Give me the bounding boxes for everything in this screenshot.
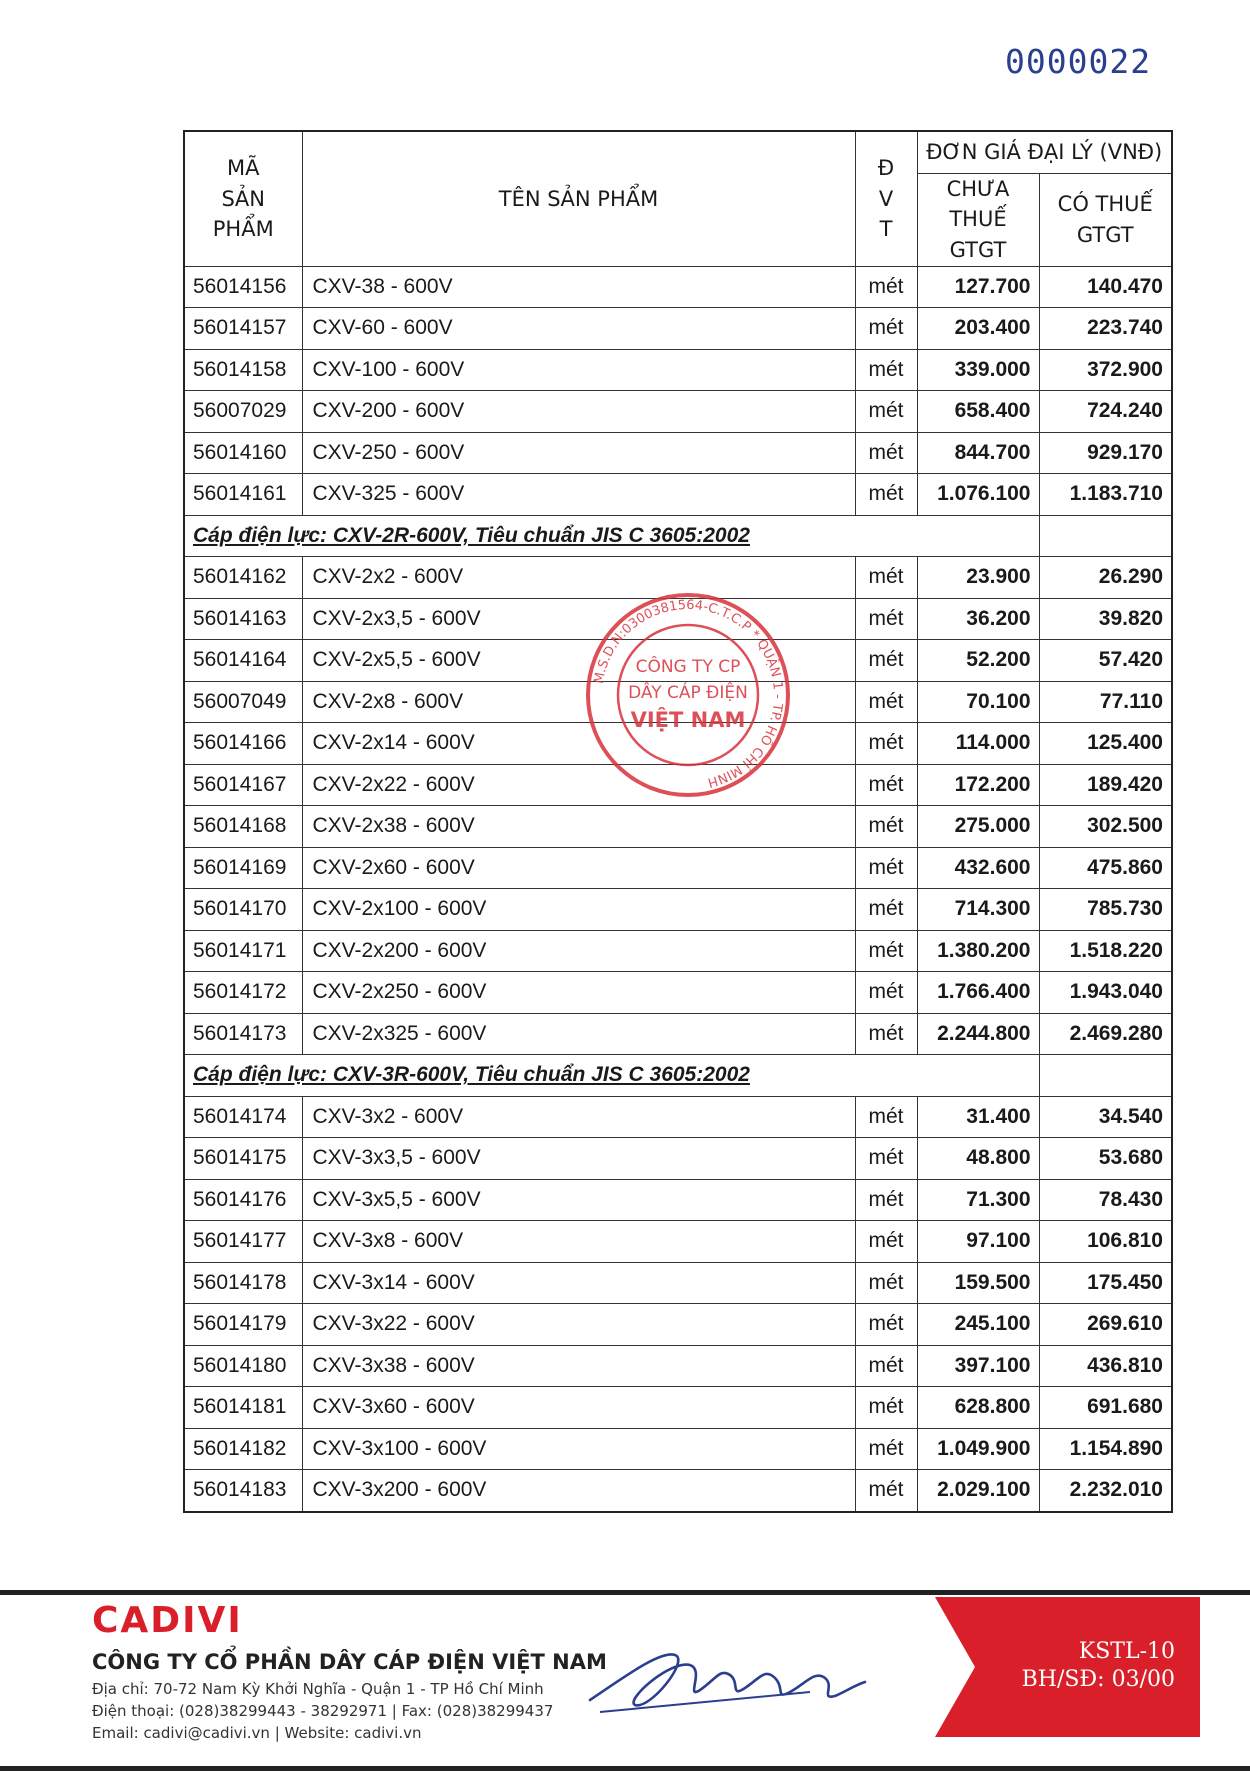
table-row [184, 349, 1172, 391]
unit-cell: mét [855, 1470, 917, 1512]
product-code-cell: 56007049 [184, 681, 302, 723]
product-name-cell: CXV-2x100 - 600V [302, 889, 855, 931]
table-row [184, 1179, 1172, 1221]
product-name-cell: CXV-250 - 600V [302, 432, 855, 474]
product-name-cell: CXV-2x14 - 600V [302, 723, 855, 765]
unit-cell: mét [855, 557, 917, 599]
product-name-cell: CXV-2x38 - 600V [302, 806, 855, 848]
product-name-cell: CXV-3x5,5 - 600V [302, 1179, 855, 1221]
product-name-cell: CXV-2x22 - 600V [302, 764, 855, 806]
table-row [184, 266, 1172, 308]
unit-cell: mét [855, 432, 917, 474]
price-with-tax-cell: 223.740 [1039, 308, 1172, 350]
unit-cell: mét [855, 266, 917, 308]
unit-cell: mét [855, 1179, 917, 1221]
product-code-cell: 56014164 [184, 640, 302, 682]
table-row [184, 1138, 1172, 1180]
product-code-cell: 56014167 [184, 764, 302, 806]
product-name-cell: CXV-3x22 - 600V [302, 1304, 855, 1346]
price-pre-tax-cell: 159.500 [917, 1262, 1039, 1304]
stamp-line-1: CÔNG TY CP [635, 657, 741, 677]
product-code-cell: 56014174 [184, 1096, 302, 1138]
table-row [184, 1387, 1172, 1429]
header-unit: Đ V T [855, 131, 917, 266]
stamp-outer-text: M.S.D.N:0300381564-C.T.C.P * QUẬN 1 - TP. HỒ CHÍ MINH [591, 597, 786, 790]
stamp-line-3: VIỆT NAM [630, 708, 746, 732]
unit-cell: mét [855, 1345, 917, 1387]
price-pre-tax-cell: 397.100 [917, 1345, 1039, 1387]
unit-cell: mét [855, 1138, 917, 1180]
company-stamp [583, 590, 793, 800]
table-row [184, 308, 1172, 350]
table-row [184, 1262, 1172, 1304]
table-row [184, 1345, 1172, 1387]
product-code-cell: 56014180 [184, 1345, 302, 1387]
price-pre-tax-cell: 275.000 [917, 806, 1039, 848]
product-name-cell: CXV-2x8 - 600V [302, 681, 855, 723]
product-code-cell: 56014166 [184, 723, 302, 765]
product-code-cell: 56014183 [184, 1470, 302, 1512]
unit-cell: mét [855, 1387, 917, 1429]
price-with-tax-cell: 724.240 [1039, 391, 1172, 433]
product-name-cell: CXV-3x8 - 600V [302, 1221, 855, 1263]
header-agent-price: ĐƠN GIÁ ĐẠI LÝ (VNĐ) [917, 131, 1172, 173]
table-row [184, 1470, 1172, 1512]
price-pre-tax-cell: 71.300 [917, 1179, 1039, 1221]
company-phone: Điện thoại: (028)38299443 - 38292971 | Fax: (028)38299437 [92, 1702, 554, 1720]
product-code-cell: 56014175 [184, 1138, 302, 1180]
product-name-cell: CXV-2x2 - 600V [302, 557, 855, 599]
price-with-tax-cell: 34.540 [1039, 1096, 1172, 1138]
price-with-tax-cell: 175.450 [1039, 1262, 1172, 1304]
unit-cell: mét [855, 1096, 917, 1138]
price-pre-tax-cell: 52.200 [917, 640, 1039, 682]
product-code-cell: 56014181 [184, 1387, 302, 1429]
price-pre-tax-cell: 714.300 [917, 889, 1039, 931]
table-row [184, 1096, 1172, 1138]
table-row [184, 474, 1172, 516]
product-code-cell: 56014169 [184, 847, 302, 889]
price-with-tax-cell: 1.154.890 [1039, 1428, 1172, 1470]
price-pre-tax-cell: 1.049.900 [917, 1428, 1039, 1470]
price-pre-tax-cell: 31.400 [917, 1096, 1039, 1138]
unit-cell: mét [855, 764, 917, 806]
product-name-cell: CXV-3x38 - 600V [302, 1345, 855, 1387]
product-code-cell: 56014161 [184, 474, 302, 516]
price-with-tax-cell: 189.420 [1039, 764, 1172, 806]
unit-cell: mét [855, 1013, 917, 1055]
form-code: KSTL-10 [1078, 1639, 1175, 1664]
price-with-tax-cell: 302.500 [1039, 806, 1172, 848]
price-with-tax-cell: 929.170 [1039, 432, 1172, 474]
unit-cell: mét [855, 806, 917, 848]
price-pre-tax-cell: 658.400 [917, 391, 1039, 433]
product-code-cell: 56014162 [184, 557, 302, 599]
signature [580, 1630, 880, 1720]
price-pre-tax-cell: 2.244.800 [917, 1013, 1039, 1055]
product-code-cell: 56014178 [184, 1262, 302, 1304]
product-name-cell: CXV-3x200 - 600V [302, 1470, 855, 1512]
header-product-code: MÃ SẢN PHẨM [184, 131, 302, 266]
table-row [184, 1428, 1172, 1470]
product-code-cell: 56014156 [184, 266, 302, 308]
product-code-cell: 56014158 [184, 349, 302, 391]
form-code-block [935, 1597, 1200, 1737]
company-address: Địa chỉ: 70-72 Nam Kỳ Khởi Nghĩa - Quận 1 - TP Hồ Chí Minh [92, 1680, 544, 1698]
table-row [184, 1013, 1172, 1055]
unit-cell: mét [855, 930, 917, 972]
unit-cell: mét [855, 598, 917, 640]
price-with-tax-cell: 475.860 [1039, 847, 1172, 889]
product-name-cell: CXV-2x200 - 600V [302, 930, 855, 972]
price-pre-tax-cell: 203.400 [917, 308, 1039, 350]
price-pre-tax-cell: 70.100 [917, 681, 1039, 723]
price-pre-tax-cell: 48.800 [917, 1138, 1039, 1180]
price-pre-tax-cell: 2.029.100 [917, 1470, 1039, 1512]
price-with-tax-cell: 125.400 [1039, 723, 1172, 765]
product-code-cell: 56014177 [184, 1221, 302, 1263]
price-pre-tax-cell: 23.900 [917, 557, 1039, 599]
company-email: Email: cadivi@cadivi.vn | Website: cadivi.vn [92, 1724, 422, 1742]
unit-cell: mét [855, 847, 917, 889]
product-name-cell: CXV-325 - 600V [302, 474, 855, 516]
price-pre-tax-cell: 114.000 [917, 723, 1039, 765]
cadivi-logo: CADIVI [92, 1600, 243, 1641]
price-with-tax-cell: 1.518.220 [1039, 930, 1172, 972]
table-row [184, 432, 1172, 474]
header-product-name: TÊN SẢN PHẨM [302, 131, 855, 266]
price-with-tax-cell: 77.110 [1039, 681, 1172, 723]
price-pre-tax-cell: 36.200 [917, 598, 1039, 640]
price-table [183, 130, 1173, 1513]
product-name-cell: CXV-3x3,5 - 600V [302, 1138, 855, 1180]
unit-cell: mét [855, 640, 917, 682]
stamp-line-2: DÂY CÁP ĐIỆN [628, 683, 748, 703]
table-row [184, 1304, 1172, 1346]
product-name-cell: CXV-60 - 600V [302, 308, 855, 350]
unit-cell: mét [855, 972, 917, 1014]
product-name-cell: CXV-2x5,5 - 600V [302, 640, 855, 682]
price-pre-tax-cell: 97.100 [917, 1221, 1039, 1263]
table-row [184, 391, 1172, 433]
product-code-cell: 56014171 [184, 930, 302, 972]
price-with-tax-cell: 785.730 [1039, 889, 1172, 931]
footer-bottom-border [0, 1766, 1250, 1771]
price-pre-tax-cell: 1.766.400 [917, 972, 1039, 1014]
section-blank-cell [1039, 1055, 1172, 1097]
price-pre-tax-cell: 432.600 [917, 847, 1039, 889]
price-pre-tax-cell: 844.700 [917, 432, 1039, 474]
unit-cell: mét [855, 391, 917, 433]
table-row [184, 930, 1172, 972]
company-name: CÔNG TY CỔ PHẦN DÂY CÁP ĐIỆN VIỆT NAM [92, 1650, 607, 1674]
price-with-tax-cell: 106.810 [1039, 1221, 1172, 1263]
table-row [184, 972, 1172, 1014]
price-pre-tax-cell: 1.380.200 [917, 930, 1039, 972]
product-name-cell: CXV-200 - 600V [302, 391, 855, 433]
price-with-tax-cell: 57.420 [1039, 640, 1172, 682]
price-with-tax-cell: 2.232.010 [1039, 1470, 1172, 1512]
section-header-row [184, 1055, 1172, 1097]
table-row [184, 889, 1172, 931]
price-with-tax-cell: 39.820 [1039, 598, 1172, 640]
product-code-cell: 56014182 [184, 1428, 302, 1470]
section-title: Cáp điện lực: CXV-2R-600V, Tiêu chuẩn JIS C 3605:2002 [184, 515, 1039, 557]
product-name-cell: CXV-100 - 600V [302, 349, 855, 391]
price-with-tax-cell: 2.469.280 [1039, 1013, 1172, 1055]
product-code-cell: 56014168 [184, 806, 302, 848]
product-name-cell: CXV-2x60 - 600V [302, 847, 855, 889]
product-name-cell: CXV-2x250 - 600V [302, 972, 855, 1014]
table-row [184, 847, 1172, 889]
unit-cell: mét [855, 723, 917, 765]
product-name-cell: CXV-3x2 - 600V [302, 1096, 855, 1138]
unit-cell: mét [855, 1304, 917, 1346]
price-with-tax-cell: 1.943.040 [1039, 972, 1172, 1014]
price-with-tax-cell: 53.680 [1039, 1138, 1172, 1180]
product-code-cell: 56014163 [184, 598, 302, 640]
price-with-tax-cell: 691.680 [1039, 1387, 1172, 1429]
product-name-cell: CXV-2x325 - 600V [302, 1013, 855, 1055]
section-header-row [184, 515, 1172, 557]
footer-divider [0, 1590, 1250, 1595]
price-with-tax-cell: 269.610 [1039, 1304, 1172, 1346]
table-row [184, 806, 1172, 848]
section-title: Cáp điện lực: CXV-3R-600V, Tiêu chuẩn JIS C 3605:2002 [184, 1055, 1039, 1097]
product-code-cell: 56014176 [184, 1179, 302, 1221]
unit-cell: mét [855, 1262, 917, 1304]
header-price-with-tax: CÓ THUẾ GTGT [1039, 173, 1172, 266]
unit-cell: mét [855, 308, 917, 350]
price-pre-tax-cell: 339.000 [917, 349, 1039, 391]
price-pre-tax-cell: 628.800 [917, 1387, 1039, 1429]
product-code-cell: 56014170 [184, 889, 302, 931]
price-with-tax-cell: 436.810 [1039, 1345, 1172, 1387]
unit-cell: mét [855, 889, 917, 931]
header-price-pre-tax: CHƯA THUẾ GTGT [917, 173, 1039, 266]
product-code-cell: 56014157 [184, 308, 302, 350]
product-name-cell: CXV-38 - 600V [302, 266, 855, 308]
product-name-cell: CXV-3x14 - 600V [302, 1262, 855, 1304]
product-code-cell: 56014172 [184, 972, 302, 1014]
chevron-decoration [935, 1597, 995, 1737]
price-with-tax-cell: 78.430 [1039, 1179, 1172, 1221]
price-with-tax-cell: 26.290 [1039, 557, 1172, 599]
price-pre-tax-cell: 172.200 [917, 764, 1039, 806]
product-code-cell: 56014160 [184, 432, 302, 474]
unit-cell: mét [855, 474, 917, 516]
product-name-cell: CXV-3x100 - 600V [302, 1428, 855, 1470]
price-with-tax-cell: 372.900 [1039, 349, 1172, 391]
section-blank-cell [1039, 515, 1172, 557]
price-with-tax-cell: 1.183.710 [1039, 474, 1172, 516]
product-name-cell: CXV-2x3,5 - 600V [302, 598, 855, 640]
table-row [184, 1221, 1172, 1263]
revision-code: BH/SĐ: 03/00 [1021, 1667, 1175, 1692]
product-code-cell: 56014173 [184, 1013, 302, 1055]
unit-cell: mét [855, 1221, 917, 1263]
product-code-cell: 56007029 [184, 391, 302, 433]
product-code-cell: 56014179 [184, 1304, 302, 1346]
price-pre-tax-cell: 245.100 [917, 1304, 1039, 1346]
price-table-body [184, 266, 1172, 1512]
unit-cell: mét [855, 681, 917, 723]
unit-cell: mét [855, 1428, 917, 1470]
price-with-tax-cell: 140.470 [1039, 266, 1172, 308]
document-number: 0000022 [1005, 42, 1152, 81]
price-pre-tax-cell: 127.700 [917, 266, 1039, 308]
unit-cell: mét [855, 349, 917, 391]
product-name-cell: CXV-3x60 - 600V [302, 1387, 855, 1429]
price-pre-tax-cell: 1.076.100 [917, 474, 1039, 516]
